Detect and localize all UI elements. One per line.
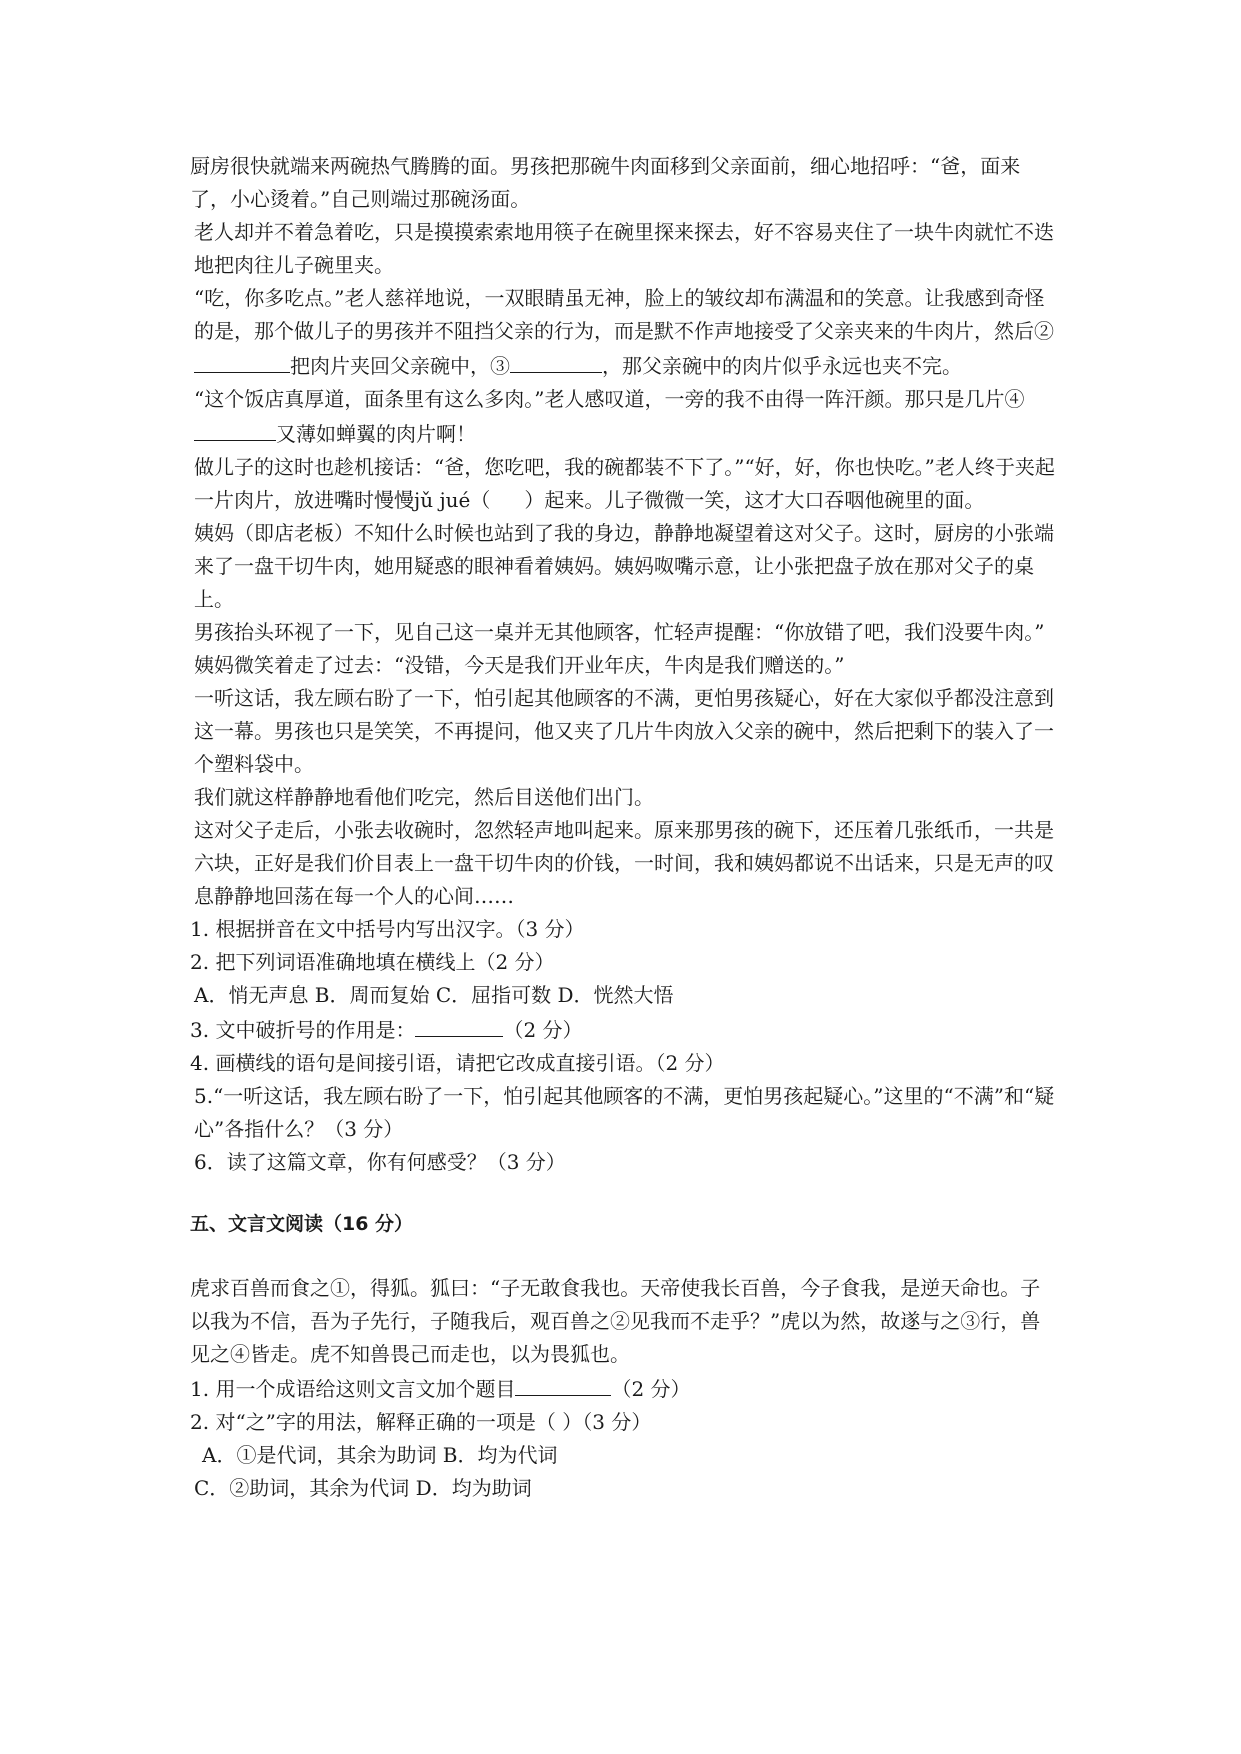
story-paragraph-5 [190, 451, 1060, 517]
story-paragraph-8: 姨妈微笑着走了过去：“没错，今天是我们开业年庆，牛肉是我们赠送的。” [194, 653, 845, 677]
section-5-question-1 [190, 1371, 1060, 1406]
story-paragraph-6: 姨妈（即店老板）不知什么时候也站到了我的身边，静静地凝望着这对父子。这时，厨房的小张端来了一盘干切牛肉，她用疑惑的眼神看着姨妈。姨妈呶嘴示意，让小张把盘子放在那对父子的桌上。 [194, 521, 1054, 611]
section-5-question-2: 2. 对“之”字的用法，解释正确的一项是（ ）（3 分） [190, 1410, 652, 1434]
story-paragraph-2: 老人却并不着急着吃，只是摸摸索索地用筷子在碗里探来探去，好不容易夹住了一块牛肉就忙不迭地把肉往儿子碗里夹。 [194, 220, 1054, 277]
section-5-question-1-blank[interactable] [515, 1371, 611, 1396]
story-paragraph-11: 这对父子走后，小张去收碗时，忽然轻声地叫起来。原来那男孩的碗下，还压着几张纸币，一共是六块，正好是我们价目表上一盘干切牛肉的价钱，一时间，我和姨妈都说不出话来，只是无声的叹息静静地回荡在每一个人的心间…… [194, 818, 1054, 908]
story-paragraph-4-part-b: 又薄如蝉翼的肉片啊！ [276, 422, 476, 446]
section-5-question-1-text: 1. 用一个成语给这则文言文加个题目 [190, 1377, 516, 1401]
fill-blank-2[interactable] [194, 348, 290, 373]
story-paragraph-5-part-a: 做儿子的这时也趁机接话：“爸，您吃吧，我的碗都装不下了。”“好，好，你也快吃。”老人终于夹起一片肉片，放进嘴时慢慢jǔ jué（ [194, 455, 1055, 512]
question-2-options: A．悄无声息 B．周而复始 C．屈指可数 D．恍然大悟 [194, 983, 674, 1007]
story-paragraph-4 [190, 383, 1060, 451]
section-spacer [190, 1241, 1060, 1272]
story-paragraph-10: 我们就这样静静地看他们吃完，然后目送他们出门。 [194, 785, 654, 809]
story-paragraph-3 [190, 282, 1060, 383]
section-5-question-2-options-cd: C．②助词，其余为代词 D．均为助词 [194, 1476, 532, 1500]
question-3-answer-blank[interactable] [415, 1012, 503, 1037]
question-5: 5.“一听这话，我左顾右盼了一下，怕引起其他顾客的不满，更怕男孩起疑心。”这里的“不满”和“疑心”各指什么？（3 分） [194, 1084, 1055, 1141]
story-paragraph-3-part-b: 把肉片夹回父亲碗中，③ [290, 354, 510, 378]
story-paragraph-3-part-a: “吃，你多吃点。”老人慈祥地说，一双眼睛虽无神，脸上的皱纹却布满温和的笑意。让我感到奇怪的是，那个做儿子的男孩并不阻挡父亲的行为，而是默不作声地接受了父亲夹来的牛肉片，然后② [194, 286, 1054, 343]
story-paragraph-3-part-c: ，那父亲碗中的肉片似乎永远也夹不完。 [602, 354, 962, 378]
story-paragraph-5-part-b: ）起来。儿子微微一笑，这才大口吞咽他碗里的面。 [524, 488, 985, 512]
question-4: 4. 画横线的语句是间接引语，请把它改成直接引语。（2 分） [190, 1051, 725, 1075]
question-2: 2. 把下列词语准确地填在横线上（2 分） [190, 950, 555, 974]
section-5-question-1-points: （2 分） [611, 1377, 691, 1401]
fill-blank-3[interactable] [510, 348, 602, 373]
question-1: 1. 根据拼音在文中括号内写出汉字。（3 分） [190, 917, 585, 941]
question-3 [190, 1012, 1060, 1047]
section-5-heading: 五、文言文阅读（16 分） [190, 1213, 414, 1235]
story-paragraph-7: 男孩抬头环视了一下，见自己这一桌并无其他顾客，忙轻声提醒：“你放错了吧，我们没要牛肉。” [194, 620, 1045, 644]
story-paragraph-1: 厨房很快就端来两碗热气腾腾的面。男孩把那碗牛肉面移到父亲面前，细心地招呼：“爸，面来了，小心烫着。”自己则端过那碗汤面。 [190, 154, 1021, 211]
exam-page [190, 150, 1060, 1505]
question-6: 6．读了这篇文章，你有何感受？（3 分） [194, 1150, 566, 1174]
classical-passage: 虎求百兽而食之①，得狐。狐曰：“子无敢食我也。天帝使我长百兽，今子食我，是逆天命也。子以我为不信，吾为子先行，子随我后，观百兽之②见我而不走乎？”虎以为然，故遂与之③行，兽见之④皆走。虎不知兽畏己而走也，以为畏狐也。 [190, 1276, 1041, 1366]
story-paragraph-9: 一听这话，我左顾右盼了一下，怕引起其他顾客的不满，更怕男孩疑心，好在大家似乎都没注意到这一幕。男孩也只是笑笑，不再提问，他又夹了几片牛肉放入父亲的碗中，然后把剩下的装入了一个塑料袋中。 [194, 686, 1054, 776]
question-3-points: （2 分） [503, 1018, 583, 1042]
fill-blank-4[interactable] [194, 416, 276, 441]
story-paragraph-4-part-a: “这个饭店真厚道，面条里有这么多肉。”老人感叹道，一旁的我不由得一阵汗颜。那只是几片④ [194, 387, 1025, 411]
question-3-text: 3. 文中破折号的作用是： [190, 1018, 416, 1042]
section-5-question-2-options-ab: A．①是代词，其余为助词 B．均为代词 [202, 1443, 558, 1467]
section-spacer [190, 1179, 1060, 1208]
